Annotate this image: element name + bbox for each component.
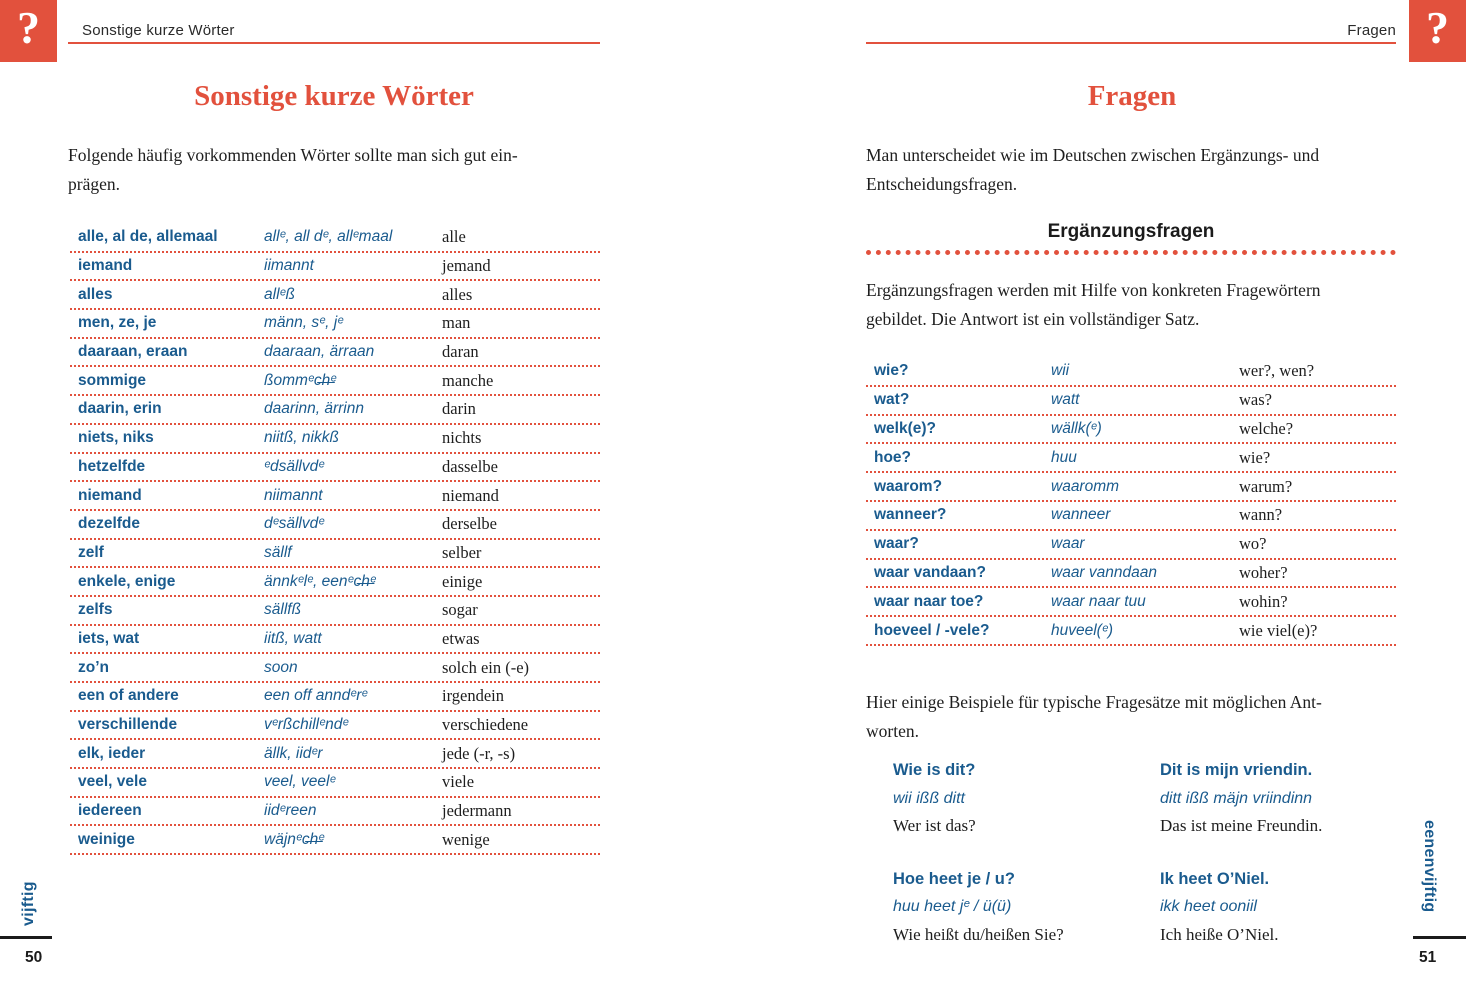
cell-dutch-word: een of andere — [78, 687, 179, 705]
cell-german-word: warum? — [1239, 476, 1293, 496]
table-row — [70, 626, 600, 655]
table-row — [70, 826, 600, 855]
table-row — [866, 502, 1396, 531]
side-label-right: eenenvijftig — [1421, 820, 1438, 913]
cell-pronunciation: dᵉsällvdᵉ — [264, 515, 325, 533]
table-row — [866, 617, 1396, 646]
cell-pronunciation: wällk(ᵉ) — [1051, 419, 1102, 437]
cell-dutch-word: waarom? — [874, 477, 943, 495]
running-head-left: Sonstige kurze Wörter — [82, 22, 235, 39]
cell-pronunciation: waar — [1051, 535, 1085, 553]
cell-dutch-word: wanneer? — [874, 506, 947, 524]
cell-dutch-word: waar vandaan? — [874, 563, 986, 581]
cell-german-word: niemand — [442, 485, 499, 505]
question-mark-glyph: ? — [1426, 2, 1449, 53]
table-row — [866, 560, 1396, 589]
table-row — [70, 740, 600, 769]
table-row — [70, 281, 600, 310]
cell-german-word: derselbe — [442, 514, 497, 534]
cell-pronunciation: allᵉß — [264, 285, 295, 303]
cell-german-word: viele — [442, 772, 475, 792]
cell-pronunciation: ällk, iidᵉr — [264, 744, 323, 762]
cell-german-word: darin — [442, 399, 476, 419]
cell-pronunciation: wäjnᵉc̶h̶ᵉ — [264, 830, 325, 848]
example-german: Wer ist das? — [893, 816, 976, 835]
header-rule-right — [866, 42, 1396, 44]
cell-german-word: wohin? — [1239, 591, 1288, 611]
cell-pronunciation: sällf — [264, 543, 292, 561]
section-paragraph — [866, 276, 1396, 334]
cell-dutch-word: dezelfde — [78, 515, 141, 533]
question-mark-glyph: ? — [17, 2, 40, 53]
paragraph-line: Ergänzungsfragen werden mit Hilfe von konkreten Fragewörtern — [866, 280, 1321, 300]
cell-german-word: selber — [442, 542, 482, 562]
cell-dutch-word: alles — [78, 285, 113, 303]
cell-pronunciation: niitß, nikkß — [264, 429, 339, 447]
example-pronunciation: ditt ißß mäjn vriindinn — [1160, 789, 1313, 807]
table-row — [70, 253, 600, 282]
cell-pronunciation: een off anndᵉrᵉ — [264, 687, 368, 705]
table-row — [866, 387, 1396, 416]
paragraph-line: worten. — [866, 721, 919, 741]
cell-german-word: daran — [442, 342, 479, 362]
cell-german-word: alles — [442, 284, 473, 304]
paragraph-line: Folgende häufig vorkommenden Wörter sollte man sich gut ein- — [68, 145, 518, 165]
paragraph-line: Man unterscheidet wie im Deutschen zwischen Ergänzungs- und — [866, 145, 1320, 165]
cell-dutch-word: iedereen — [78, 802, 142, 820]
cell-dutch-word: waar? — [874, 535, 919, 553]
table-row — [70, 712, 600, 741]
vocab-table-left — [70, 224, 600, 855]
example-answer — [1160, 866, 1398, 949]
cell-dutch-word: daarin, erin — [78, 400, 162, 418]
cell-german-word: sogar — [442, 600, 478, 620]
table-row — [70, 540, 600, 569]
example-pronunciation: ikk heet ooniil — [1160, 898, 1257, 915]
cell-dutch-word: elk, ieder — [78, 744, 146, 762]
cell-dutch-word: hetzelfde — [78, 457, 146, 475]
cell-pronunciation: veel, veelᵉ — [264, 773, 336, 791]
cell-pronunciation: daaraan, ärraan — [264, 343, 375, 361]
cell-german-word: einige — [442, 571, 483, 591]
cell-dutch-word: enkele, enige — [78, 572, 176, 590]
cell-dutch-word: waar naar toe? — [874, 592, 984, 610]
cell-german-word: wer?, wen? — [1239, 361, 1315, 381]
table-row — [70, 511, 600, 540]
table-row — [70, 454, 600, 483]
cell-dutch-word: iemand — [78, 257, 133, 275]
paragraph-line: Hier einige Beispiele für typische Fragesätze mit möglichen Ant- — [866, 692, 1322, 712]
cell-pronunciation: iimannt — [264, 257, 314, 275]
example-dutch: Wie is dit? — [893, 761, 976, 779]
section-heading: Ergänzungsfragen — [1047, 221, 1215, 242]
table-row — [866, 473, 1396, 502]
cell-dutch-word: daaraan, eraan — [78, 343, 188, 361]
table-row — [70, 310, 600, 339]
cell-pronunciation: ßommᵉc̶h̶ᵉ — [264, 371, 337, 389]
cell-pronunciation: waaromm — [1051, 477, 1120, 495]
cell-dutch-word: zelfs — [78, 601, 113, 619]
table-row — [70, 597, 600, 626]
table-row — [70, 683, 600, 712]
table-row — [70, 396, 600, 425]
cell-pronunciation: waar vanndaan — [1051, 563, 1157, 581]
cell-dutch-word: niemand — [78, 486, 142, 504]
cell-dutch-word: sommige — [78, 371, 147, 389]
cell-dutch-word: iets, wat — [78, 629, 140, 647]
cell-pronunciation: daarinn, ärrinn — [264, 400, 364, 418]
cell-dutch-word: zo’n — [78, 658, 109, 676]
example-german: Wie heißt du/heißen Sie? — [893, 924, 1064, 944]
cell-german-word: manche — [442, 370, 494, 390]
cell-german-word: was? — [1239, 390, 1272, 410]
cell-german-word: wie? — [1239, 447, 1271, 467]
example-pronunciation: wii ißß ditt — [893, 789, 965, 807]
cell-pronunciation: watt — [1051, 391, 1080, 409]
footer-rule-right — [1413, 936, 1466, 939]
example-dialogues — [893, 757, 1398, 974]
cell-dutch-word: wie? — [874, 362, 909, 380]
cell-german-word: welche? — [1239, 418, 1294, 438]
cell-dutch-word: weinige — [78, 830, 135, 848]
cell-german-word: woher? — [1239, 562, 1288, 582]
cell-pronunciation: waar naar tuu — [1051, 592, 1146, 610]
cell-german-word: alle — [442, 227, 466, 247]
cell-german-word: etwas — [442, 628, 480, 648]
table-row — [70, 798, 600, 827]
cell-dutch-word: hoeveel / -vele? — [874, 621, 990, 639]
cell-german-word: irgendein — [442, 686, 505, 706]
cell-german-word: verschiedene — [442, 715, 529, 735]
example-question — [893, 866, 1160, 949]
paragraph-line: Entscheidungsfragen. — [866, 174, 1018, 194]
cell-dutch-word: niets, niks — [78, 429, 154, 447]
cell-dutch-word: welk(e)? — [874, 419, 937, 437]
example-pair — [893, 866, 1398, 949]
page-title-right: Fragen — [1087, 80, 1177, 112]
table-row — [70, 339, 600, 368]
page-number-right: 51 — [1419, 949, 1437, 966]
cell-german-word: man — [442, 313, 471, 333]
table-row — [866, 531, 1396, 560]
cell-german-word: wann? — [1239, 505, 1283, 525]
table-row — [866, 358, 1396, 387]
cell-german-word: solch ein (-e) — [442, 657, 530, 677]
table-row — [866, 588, 1396, 617]
vocab-table-right — [866, 358, 1396, 646]
table-row — [70, 568, 600, 597]
side-label-left: vijftig — [20, 881, 37, 926]
example-answer — [1160, 757, 1398, 840]
question-mark-icon — [1409, 0, 1466, 62]
table-row — [70, 769, 600, 798]
example-dutch: Ik heet O’Niel. — [1160, 869, 1270, 888]
cell-german-word: jede (-r, -s) — [442, 743, 516, 763]
cell-dutch-word: alle, al de, allemaal — [78, 228, 218, 246]
cell-dutch-word: wat? — [874, 391, 910, 409]
cell-pronunciation: wanneer — [1051, 506, 1111, 524]
cell-pronunciation: iidᵉreen — [264, 802, 317, 820]
paragraph-line: prägen. — [68, 174, 120, 194]
cell-dutch-word: verschillende — [78, 716, 178, 734]
cell-dutch-word: men, ze, je — [78, 314, 157, 332]
cell-pronunciation: sällfß — [264, 601, 302, 619]
header-rule-left — [68, 42, 600, 44]
cell-pronunciation: huveel(ᵉ) — [1051, 621, 1113, 639]
paragraph-line: gebildet. Die Antwort ist ein vollständiger Satz. — [866, 309, 1200, 329]
cell-german-word: nichts — [442, 428, 482, 448]
intro-paragraph-left — [68, 141, 600, 199]
footer-rule-left — [0, 936, 52, 939]
cell-pronunciation: ᵉdsällvdᵉ — [264, 457, 325, 475]
table-row — [70, 224, 600, 253]
running-head-right: Fragen — [1347, 22, 1396, 39]
table-row — [70, 654, 600, 683]
example-pair — [893, 757, 1398, 840]
intro-paragraph-right — [866, 141, 1396, 199]
cell-pronunciation: allᵉ, all dᵉ, allᵉmaal — [264, 228, 393, 246]
example-dutch: Dit is mijn vriendin. — [1160, 761, 1313, 779]
cell-pronunciation: ännkᵉlᵉ, eenᵉc̶h̶ᵉ — [264, 572, 376, 590]
cell-german-word: wo? — [1239, 534, 1267, 554]
cell-dutch-word: hoe? — [874, 448, 912, 466]
cell-german-word: jedermann — [442, 801, 512, 821]
cell-pronunciation: soon — [264, 658, 298, 676]
table-row — [866, 444, 1396, 473]
cell-pronunciation: vᵉrßchillᵉndᵉ — [264, 716, 349, 734]
cell-german-word: jemand — [442, 256, 491, 276]
table-row — [70, 425, 600, 454]
page-number-left: 50 — [25, 949, 43, 966]
cell-pronunciation: iitß, watt — [264, 629, 322, 647]
cell-pronunciation: männ, sᵉ, jᵉ — [264, 314, 344, 332]
table-row — [866, 416, 1396, 445]
cell-pronunciation: wii — [1051, 362, 1070, 380]
cell-german-word: wenige — [442, 829, 490, 849]
example-pronunciation: huu heet jᵉ / ü(ü) — [893, 898, 1012, 915]
table-row — [70, 482, 600, 511]
question-mark-icon — [0, 0, 57, 62]
cell-pronunciation: niimannt — [264, 486, 323, 504]
example-dutch: Hoe heet je / u? — [893, 869, 1015, 888]
cell-dutch-word: veel, vele — [78, 773, 147, 791]
cell-pronunciation: huu — [1051, 448, 1077, 466]
example-question — [893, 757, 1160, 840]
dotted-divider — [866, 250, 1396, 255]
example-german: Das ist meine Freundin. — [1160, 816, 1323, 835]
cell-dutch-word: zelf — [78, 543, 104, 561]
examples-intro-paragraph — [866, 688, 1396, 746]
cell-german-word: dasselbe — [442, 456, 498, 476]
page-title-left: Sonstige kurze Wörter — [194, 80, 474, 112]
table-row — [70, 367, 600, 396]
cell-german-word: wie viel(e)? — [1239, 620, 1318, 640]
example-german: Ich heiße O’Niel. — [1160, 924, 1279, 944]
